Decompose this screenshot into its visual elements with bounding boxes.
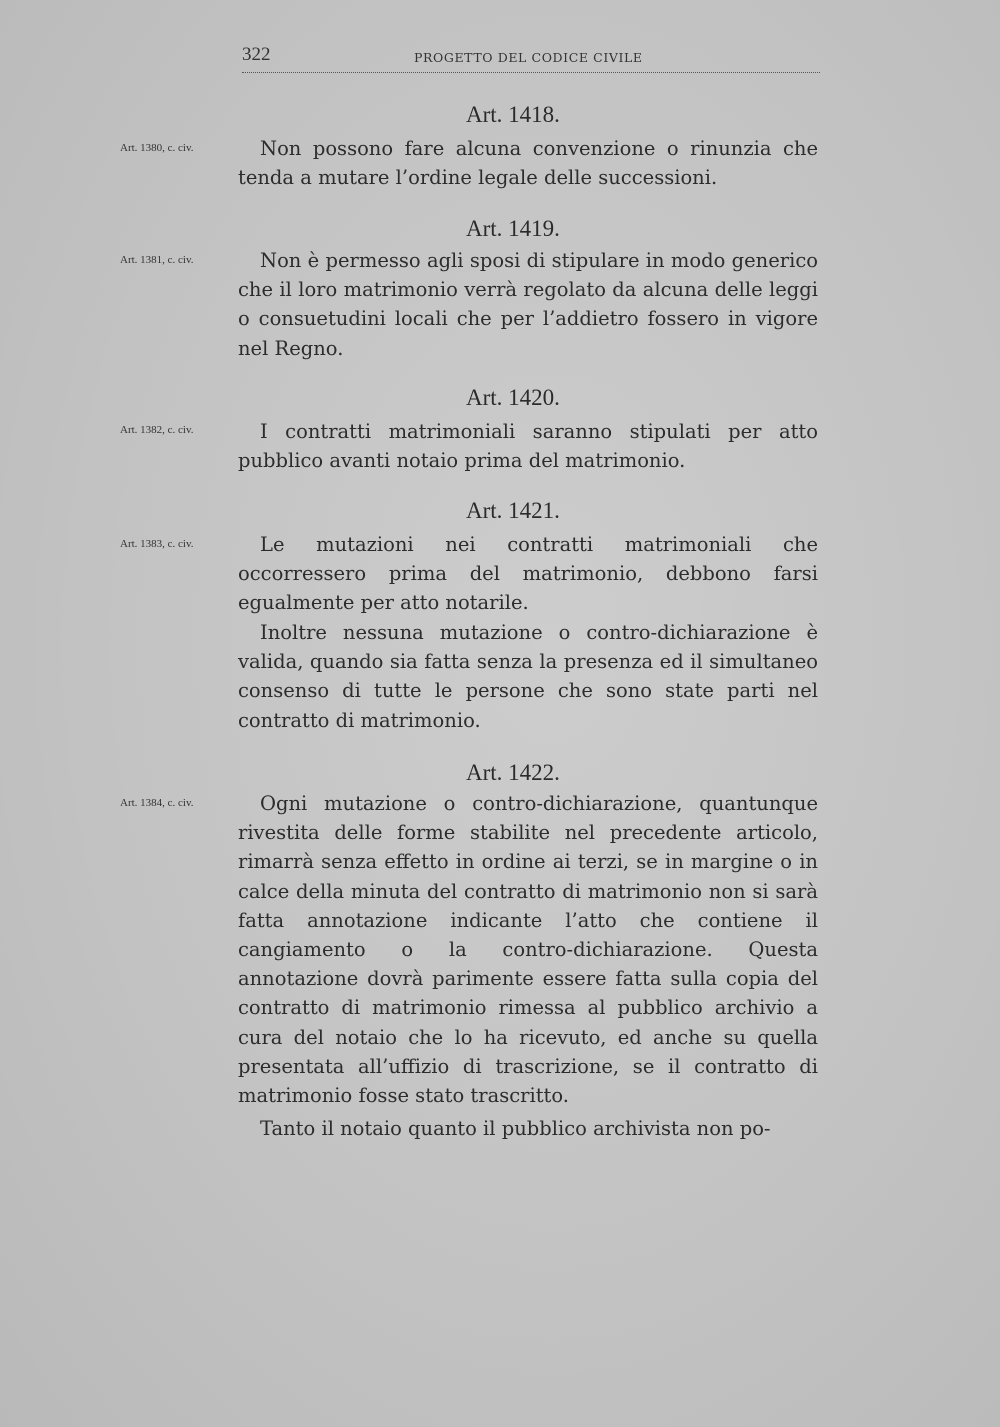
article-title: Art. 1420. <box>466 385 560 410</box>
margin-reference: Art. 1382, c. civ. <box>120 424 194 436</box>
page-number: 322 <box>242 44 271 65</box>
margin-reference: Art. 1384, c. civ. <box>120 797 194 809</box>
article-title: Art. 1421. <box>466 498 560 523</box>
article-paragraph: Le mutazioni nei contratti matrimoniali che occorressero prima del matrimonio, debbono farsi egualmente per atto notarile. <box>238 533 818 615</box>
article-paragraph: Inoltre nessuna mutazione o contro-dichiarazione è valida, quando sia fatta senza la presenza ed il simultaneo consenso di tutte le persone che sono state parti nel contratto di matrimonio. <box>238 621 818 732</box>
margin-reference: Art. 1380, c. civ. <box>120 142 194 154</box>
running-title: PROGETTO DEL CODICE CIVILE <box>414 50 643 65</box>
margin-reference: Art. 1383, c. civ. <box>120 538 194 550</box>
article-paragraph: Non è permesso agli sposi di stipulare in modo generico che il loro matrimonio verrà regolato da alcuna delle leggi o consuetudini locali che per l’addietro fossero in vigore nel Regno. <box>238 249 818 360</box>
article-paragraph: Ogni mutazione o contro-dichiarazione, quantunque rivestita delle forme stabilite nel precedente articolo, rimarrà senza effetto in ordine ai terzi, se in margine o in calce della minuta del contratto di matrimonio non si sarà fatta annotazione indicante l’atto che contiene il cangiamento o la contro-dichiarazione. Questa annotazione dovrà parimente essere fatta sulla copia del contratto di matrimonio rimessa al pubblico archivio a cura del notaio che lo ha ricevuto, ed anche su quella presentata all’uffizio di trascrizione, se il contratto di matrimonio fosse stato trascritto. <box>238 792 818 1108</box>
header-rule <box>242 72 820 73</box>
article-title: Art. 1419. <box>466 216 560 241</box>
article-paragraph: Non possono fare alcuna convenzione o rinunzia che tenda a mutare l’ordine legale delle successioni. <box>238 137 818 190</box>
margin-reference: Art. 1381, c. civ. <box>120 254 194 266</box>
article-paragraph: Tanto il notaio quanto il pubblico archivista non po- <box>260 1117 771 1140</box>
article-paragraph: I contratti matrimoniali saranno stipulati per atto pubblico avanti notaio prima del matrimonio. <box>238 420 818 473</box>
article-title: Art. 1422. <box>466 760 560 785</box>
page-header <box>242 44 820 74</box>
article-title: Art. 1418. <box>466 102 560 127</box>
